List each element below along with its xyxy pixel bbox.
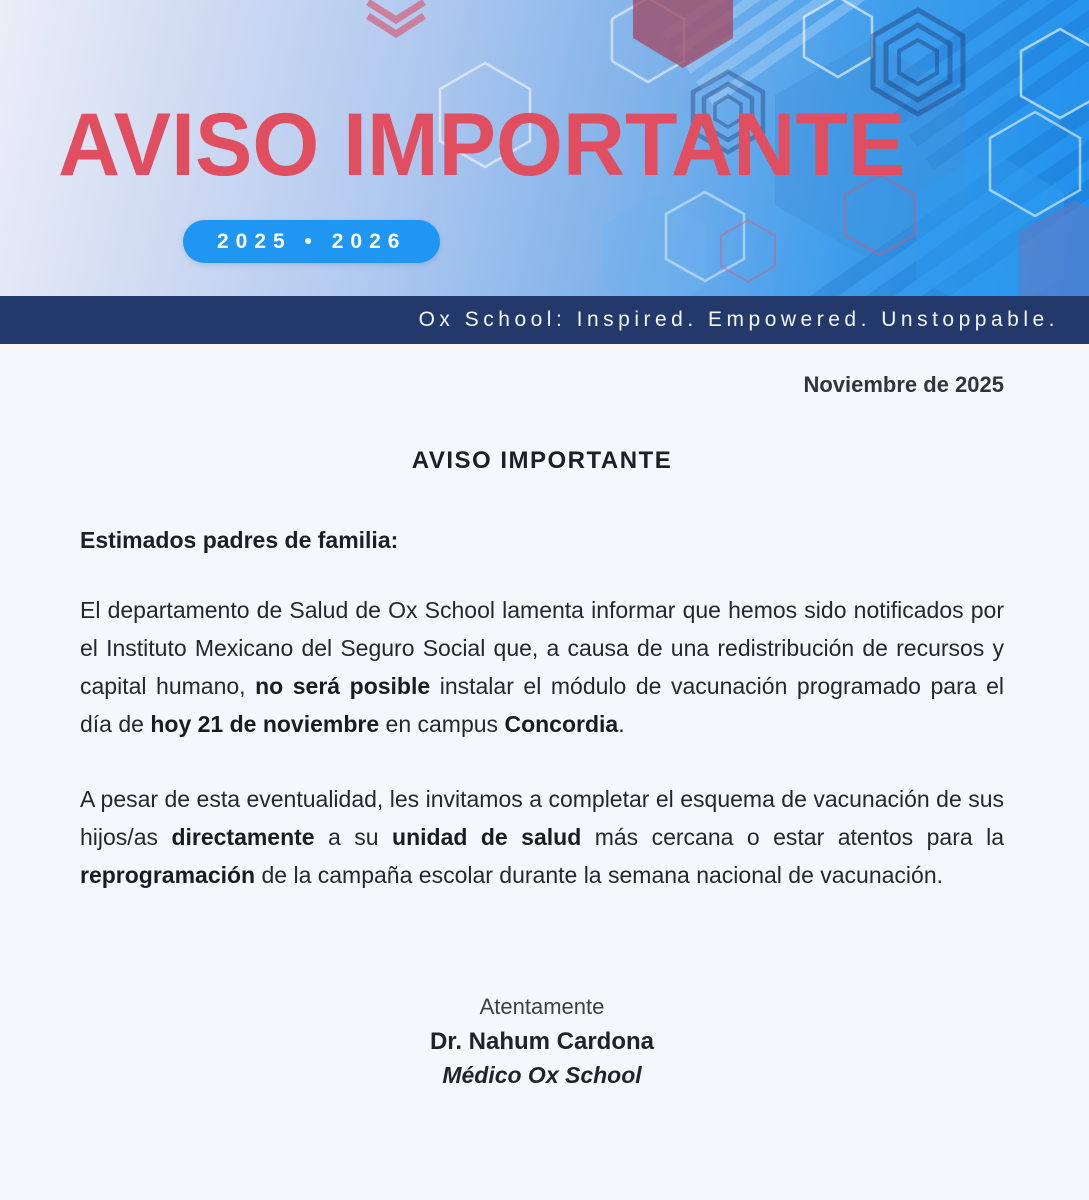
school-year-label: 2025 • 2026: [217, 229, 407, 253]
text-segment: El departamento de Salud de Ox School lamenta informar que hemos sido notificados por el Instituto Mexicano del Seguro Social que, a causa de una redistribución de recursos y capital humano,: [80, 597, 1004, 699]
letter-date: Noviembre de 2025: [803, 372, 1004, 397]
tagline-text: Ox School: Inspired. Empowered. Unstoppable.: [418, 308, 1059, 331]
hero-title: AVISO IMPORTANTE: [58, 95, 906, 195]
signature-closing: Atentamente: [479, 994, 605, 1019]
paragraph: [80, 780, 1004, 894]
emphasized-text: unidad de salud: [392, 824, 582, 850]
salutation: Estimados padres de familia:: [80, 527, 399, 553]
text-segment: a su: [314, 824, 393, 850]
text-segment: de la campaña escolar durante la semana nacional de vacunación.: [255, 862, 943, 888]
signatory-role: Médico Ox School: [442, 1062, 642, 1088]
text-segment: más cercana o estar atentos para la: [581, 824, 1004, 850]
emphasized-text: hoy 21 de noviembre: [150, 711, 380, 737]
hero-banner: [0, 0, 1089, 296]
emphasized-text: Concordia: [504, 711, 619, 737]
school-year-badge: [183, 220, 440, 263]
tagline-bar: [0, 296, 1089, 344]
text-segment: instalar el módulo de vacunación programado para el día de: [80, 673, 1005, 737]
text-segment: .: [618, 711, 625, 737]
emphasized-text: reprogramación: [80, 862, 256, 888]
text-segment: en campus: [379, 711, 505, 737]
signature-block: [80, 994, 1004, 1089]
text-segment: A pesar de esta eventualidad, les invitamos a completar el esquema de vacunación de sus hijos/as: [80, 786, 1004, 850]
emphasized-text: directamente: [171, 824, 315, 850]
letter-body: [0, 344, 1089, 1089]
paragraphs-container: [80, 591, 1004, 894]
letter-heading: AVISO IMPORTANTE: [411, 447, 673, 474]
paragraph: [80, 591, 1004, 743]
emphasized-text: no será posible: [255, 673, 431, 699]
signatory-name: Dr. Nahum Cardona: [429, 1028, 655, 1055]
